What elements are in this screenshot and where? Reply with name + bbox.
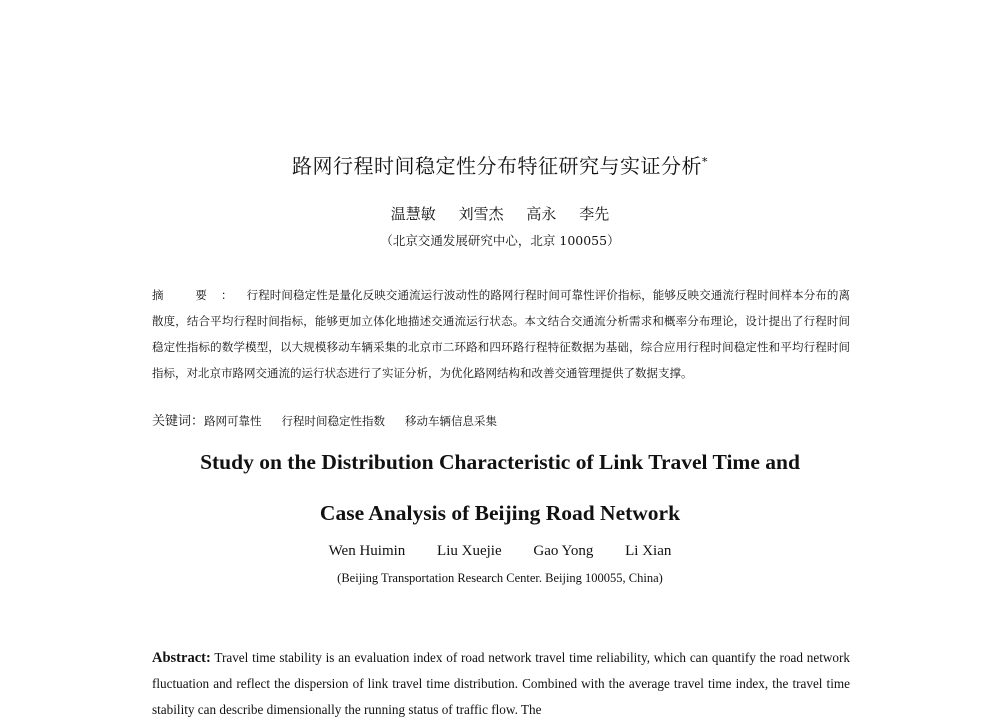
- keyword: 移动车辆信息采集: [405, 414, 498, 428]
- english-title-line-1: Study on the Distribution Characteristic of Link Travel Time and: [200, 450, 800, 474]
- title-footnote-mark: *: [702, 155, 708, 169]
- author-zh: 刘雪杰: [458, 205, 504, 223]
- author-zh: 李先: [579, 205, 610, 223]
- chinese-title-text: 路网行程时间稳定性分布特征研究与实证分析: [292, 154, 702, 178]
- keywords-label: 关键词：: [152, 414, 205, 429]
- english-abstract-label: Abstract:: [152, 650, 211, 666]
- keyword: 行程时间稳定性指数: [281, 414, 386, 428]
- chinese-affiliation: （北京交通发展研究中心，北京 100055）: [380, 233, 620, 248]
- chinese-abstract: [152, 282, 850, 386]
- chinese-abstract-text: 行程时间稳定性是量化反映交通流运行波动性的路网行程时间可靠性评价指标，能够反映交通流行程时间样本分布的离散度，结合平均行程时间指标，能够更加立体化地描述交通流运行状态。本文结合交通流分析需求和概率分布理论，设计提出了行程时间稳定性指标的数学模型，以大规模移动车辆采集的北京市二环路和四环路行程特征数据为基础，综合应用行程时间稳定性和平均行程时间指标，对北京市路网交通流的运行状态进行了实证分析，为优化路网结构和改善交通管理提供了数据支撑。: [152, 288, 851, 380]
- english-affiliation: (Beijing Transportation Research Center. Beijing 100055, China): [337, 571, 663, 585]
- author-en: Li Xian: [625, 543, 672, 559]
- author-en: Liu Xuejie: [437, 543, 502, 559]
- author-zh: 温慧敏: [390, 205, 436, 223]
- chinese-keywords: [152, 409, 850, 434]
- author-en: Gao Yong: [533, 543, 594, 559]
- author-zh: 高永: [526, 205, 557, 223]
- chinese-abstract-label: 摘 要：: [152, 288, 247, 302]
- chinese-authors: [0, 203, 1000, 224]
- english-abstract-text: Travel time stability is an evaluation index of road network travel time reliability, which can quantify the road network fluctuation and reflect the dispersion of link travel time distribution. Combined with the average travel time index, the travel time stability can describe dimensionally the running status of traffic flow. The: [152, 650, 850, 717]
- keyword: 路网可靠性: [204, 414, 262, 428]
- author-en: Wen Huimin: [328, 543, 406, 559]
- chinese-title: [0, 150, 1000, 179]
- english-abstract: [152, 645, 850, 723]
- english-authors: [0, 543, 1000, 560]
- english-title-line-2: Case Analysis of Beijing Road Network: [319, 501, 681, 525]
